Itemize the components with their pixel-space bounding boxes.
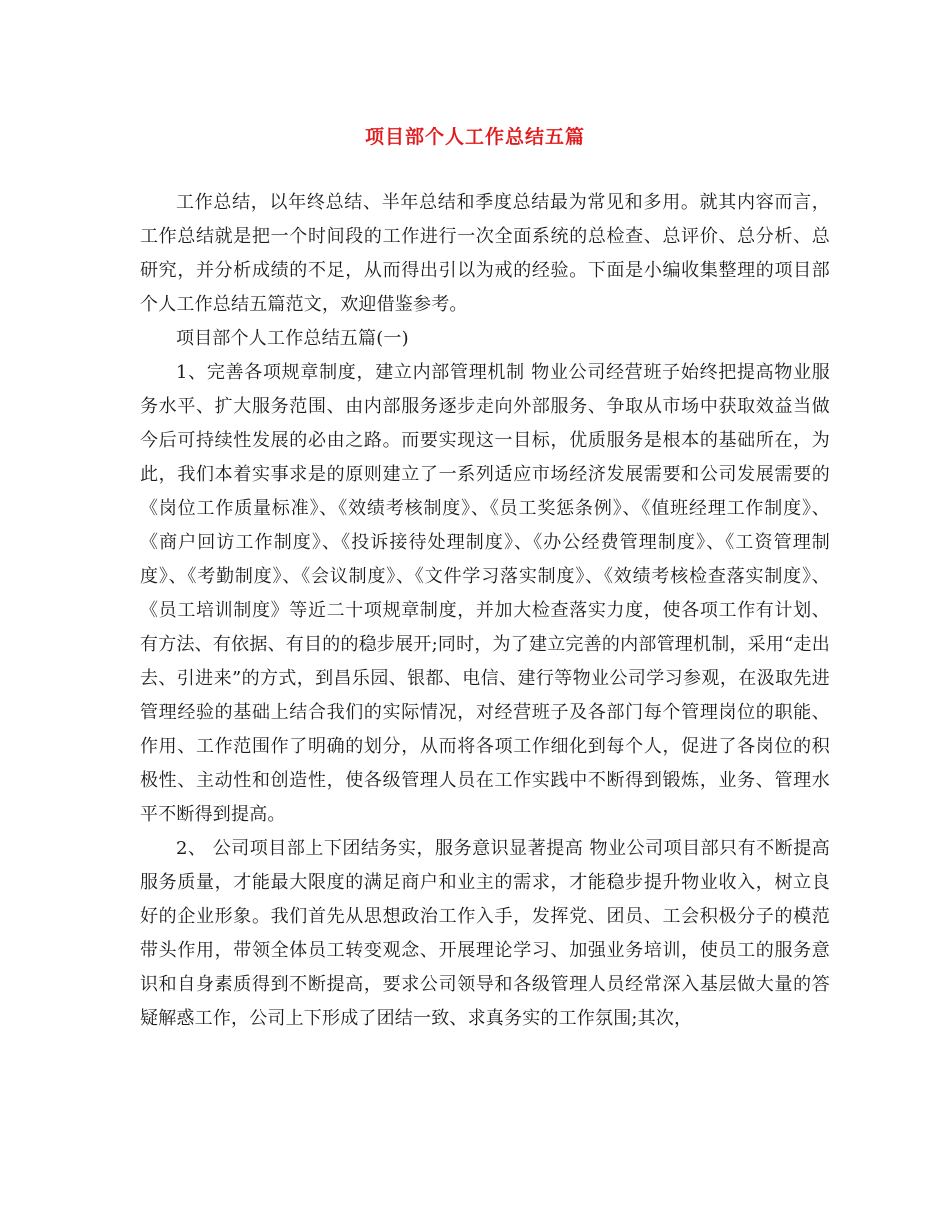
document-body	[140, 186, 830, 1036]
body-paragraph: 1、完善各项规章制度，建立内部管理机制 物业公司经营班子始终把提高物业服务水平、扩大服务范围、由内部服务逐步走向外部服务、争取从市场中获取效益当做今后可持续性发展的必由之路。而要实现这一目标，优质服务是根本的基础所在，为此，我们本着实事求是的原则建立了一系列适应市场经济发展需要和公司发展需要的《岗位工作质量标准》、《效绩考核制度》、《员工奖惩条例》、《值班经理工作制度》、《商户回访工作制度》、《投诉接待处理制度》、《办公经费管理制度》、《工资管理制度》、《考勤制度》、《会议制度》、《文件学习落实制度》、《效绩考核检查落实制度》、《员工培训制度》等近二十项规章制度，并加大检查落实力度，使各项工作有计划、有方法、有依据、有目的的稳步展开;同时，为了建立完善的内部管理机制，采用“走出去、引进来”的方式，到昌乐园、银都、电信、建行等物业公司学习参观，在汲取先进管理经验的基础上结合我们的实际情况，对经营班子及各部门每个管理岗位的职能、作用、工作范围作了明确的划分，从而将各项工作细化到每个人，促进了各岗位的积极性、主动性和创造性，使各级管理人员在工作实践中不断得到锻炼，业务、管理水平不断得到提高。	[140, 362, 830, 825]
document-title: 项目部个人工作总结五篇	[364, 126, 585, 148]
section-heading: 项目部个人工作总结五篇(一)	[176, 328, 409, 349]
body-paragraph: 2、 公司项目部上下团结务实，服务意识显著提高 物业公司项目部只有不断提高服务质量，才能最大限度的满足商户和业主的需求，才能稳步提升物业收入，树立良好的企业形象。我们首先从思想政治工作入手，发挥党、团员、工会积极分子的模范带头作用，带领全体员工转变观念、开展理论学习、加强业务培训，使员工的服务意识和自身素质得到不断提高，要求公司领导和各级管理人员经常深入基层做大量的答疑解惑工作，公司上下形成了团结一致、求真务实的工作氛围;其次，	[140, 838, 830, 1029]
intro-paragraph: 工作总结，以年终总结、半年总结和季度总结最为常见和多用。就其内容而言，工作总结就是把一个时间段的工作进行一次全面系统的总检查、总评价、总分析、总研究，并分析成绩的不足，从而得出引以为戒的经验。下面是小编收集整理的项目部个人工作总结五篇范文，欢迎借鉴参考。	[140, 192, 830, 315]
